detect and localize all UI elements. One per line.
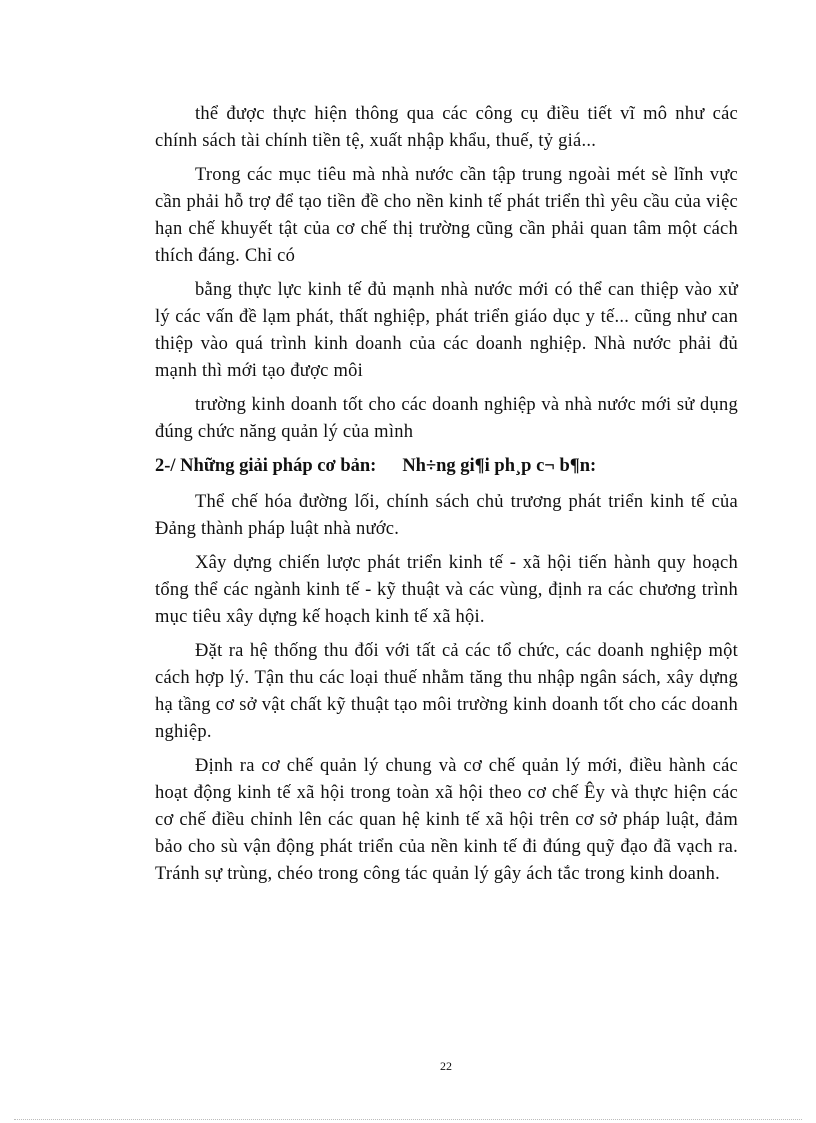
paragraph-4: trường kinh doanh tốt cho các doanh nghiệp và nhà nước mới sử dụng đúng chức năng quản lý của mình [155,395,738,442]
paragraph-8: Định ra cơ chế quản lý chung và cơ chế quản lý mới, điều hành các hoạt động kinh tế xã hội trong toàn xã hội theo cơ chế Êy và thực hiện các cơ chế điều chỉnh lên các quan hệ kinh tế xã hội trên cơ sở pháp luật, đảm bảo cho sù vận động phát triển của nền kinh tế đi đúng quỹ đạo đã vạch ra. Tránh sự trùng, chéo trong công tác quản lý gây ách tắc trong kinh doanh. [155,756,738,884]
page-bottom-divider [14,1119,802,1120]
section-heading-garbled-text: Nh÷ng gi¶i ph¸p c¬ b¶n: [402,456,597,476]
paragraph-5: Thể chế hóa đường lối, chính sách chủ trương phát triển kinh tế của Đảng thành pháp luật nhà nước. [155,492,738,539]
page-number: 22 [440,1059,452,1073]
section-heading [155,453,738,480]
paragraph-2: Trong các mục tiêu mà nhà nước cần tập trung ngoài mét sè lĩnh vực cần phải hỗ trợ để tạo tiền đề cho nền kinh tế phát triển thì yêu cầu của việc hạn chế khuyết tật của cơ chế thị trường cũng cần phải quan tâm một cách thích đáng. Chỉ có [155,165,738,266]
paragraph-1: thể được thực hiện thông qua các công cụ điều tiết vĩ mô như các chính sách tài chính tiền tệ, xuất nhập khẩu, thuế, tỷ giá... [155,104,738,151]
section-heading-text: 2-/ Những giải pháp cơ bản: [155,456,377,476]
paragraph-7: Đặt ra hệ thống thu đối với tất cả các tổ chức, các doanh nghiệp một cách hợp lý. Tận thu các loại thuế nhằm tăng thu nhập ngân sách, xây dựng hạ tầng cơ sở vật chất kỹ thuật tạo môi trường kinh doanh tốt cho các doanh nghiệp. [155,641,738,742]
document-page [155,101,738,895]
paragraph-6: Xây dựng chiến lược phát triển kinh tế - xã hội tiến hành quy hoạch tổng thể các ngành kinh tế - kỹ thuật và các vùng, định ra các chương trình mục tiêu xây dựng kế hoạch kinh tế xã hội. [155,553,738,627]
paragraph-3: bằng thực lực kinh tế đủ mạnh nhà nước mới có thể can thiệp vào xử lý các vấn đề lạm phát, thất nghiệp, phát triển giáo dục y tế... cũng như can thiệp vào quá trình kinh doanh của các doanh nghiệp. Nhà nước phải đủ mạnh thì mới tạo được môi [155,280,738,381]
